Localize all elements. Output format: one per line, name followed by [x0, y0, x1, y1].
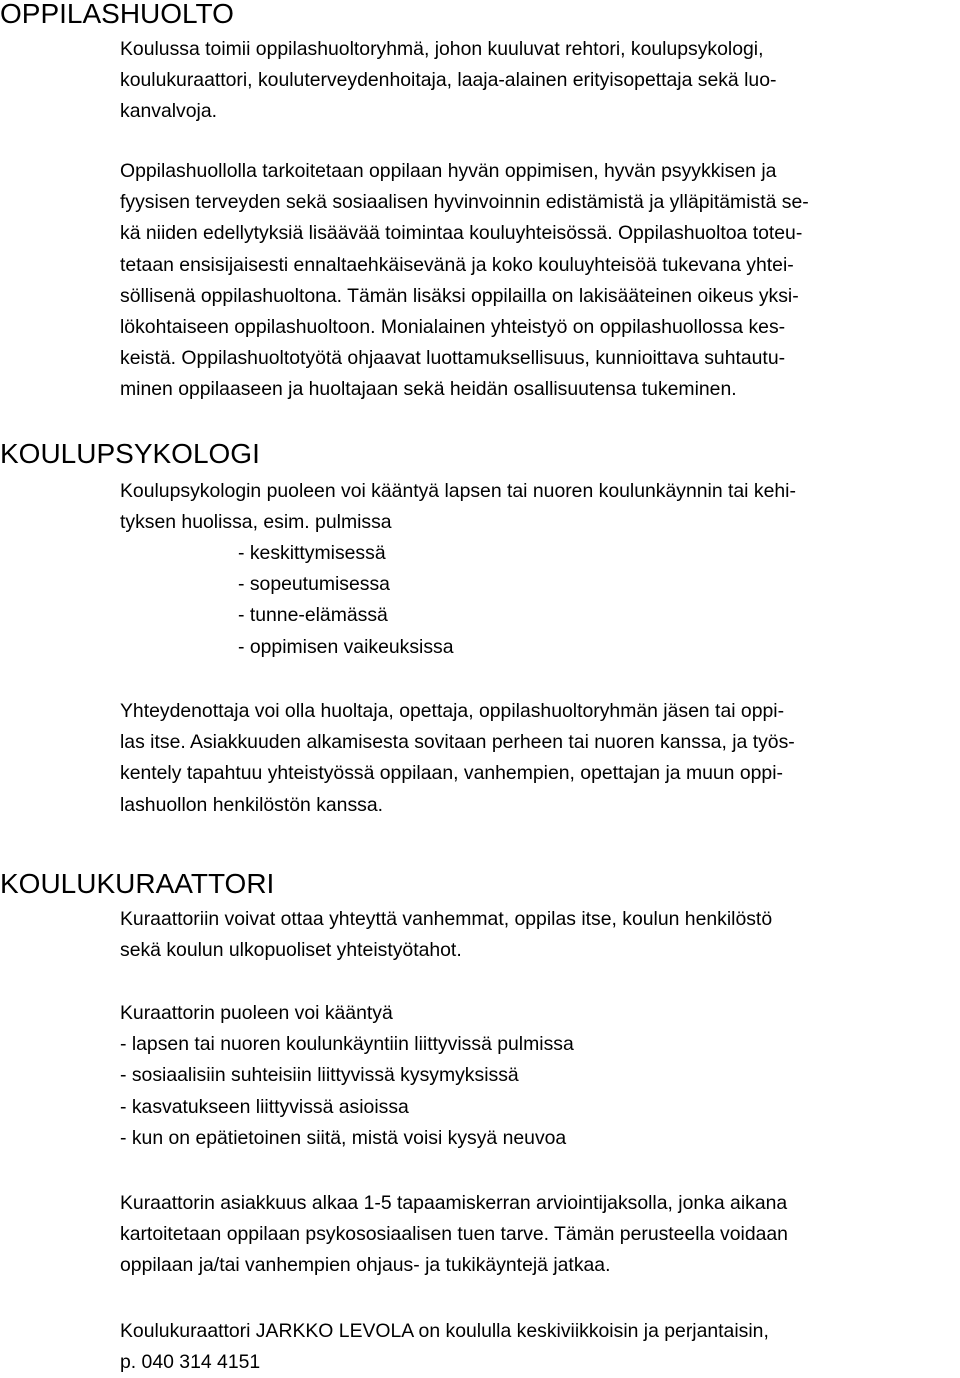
list-item: - lapsen tai nuoren koulunkäyntiin liittyvissä pulmissa	[120, 1033, 574, 1056]
text-line: Kuraattorin asiakkuus alkaa 1-5 tapaamiskerran arviointijaksolla, jonka aikana	[120, 1192, 788, 1214]
text-line: las itse. Asiakkuuden alkamisesta sovitaan perheen tai nuoren kanssa, ja työs-	[120, 731, 795, 754]
koulupsykologi-intro	[120, 476, 950, 538]
text-line: tyksen huolissa, esim. pulmissa	[120, 511, 392, 534]
list-item: - keskittymisessä	[238, 542, 386, 564]
text-line: kä niiden edellytyksiä lisäävää toimintaa kouluyhteisössä. Oppilashuoltoa toteu-	[120, 222, 803, 245]
list-item: - oppimisen vaikeuksissa	[238, 635, 454, 658]
text-line: Kuraattoriin voivat ottaa yhteyttä vanhemmat, oppilas itse, koulun henkilöstö	[120, 908, 773, 930]
oppilashuolto-body	[120, 156, 950, 406]
text-line: sekä koulun ulkopuoliset yhteistyötahot.	[120, 939, 462, 962]
text-line: koulukuraattori, kouluterveydenhoitaja, laaja-alainen erityisopettaja sekä luo-	[120, 69, 777, 92]
text-line: kanvalvoja.	[120, 100, 218, 123]
list-item: - kasvatukseen liittyvissä asioissa	[120, 1095, 409, 1118]
phone-number: p. 040 314 4151	[120, 1351, 261, 1374]
text-line: Koulussa toimii oppilashuoltoryhmä, johon kuuluvat rehtori, koulupsykologi,	[120, 38, 764, 60]
koulukuraattori-list	[120, 998, 950, 1154]
text-line: söllisenä oppilashuoltona. Tämän lisäksi oppilailla on lakisääteinen oikeus yksi-	[120, 284, 799, 307]
text-line: kartoitetaan oppilaan psykososiaalisen tuen tarve. Tämän perusteella voidaan	[120, 1223, 788, 1246]
text-line: Koulupsykologin puoleen voi kääntyä lapsen tai nuoren koulunkäynnin tai kehi-	[120, 480, 796, 502]
text-line: tetaan ensisijaisesti ennaltaehkäisevänä ja koko kouluyhteisöä tukevana yhtei-	[120, 253, 794, 276]
section-title-koulupsykologi: KOULUPSYKOLOGI	[0, 438, 260, 469]
koulukuraattori-intro	[120, 904, 950, 966]
text-line: oppilaan ja/tai vanhempien ohjaus- ja tukikäyntejä jatkaa.	[120, 1254, 611, 1277]
text-line: Koulukuraattori JARKKO LEVOLA on koululla keskiviikkoisin ja perjantaisin,	[120, 1320, 769, 1342]
text-line: lökohtaiseen oppilashuoltoon. Monialainen yhteistyö on oppilashuollossa kes-	[120, 315, 786, 338]
koulupsykologi-list	[120, 538, 950, 663]
list-item: - sosiaalisiin suhteisiin liittyvissä kysymyksissä	[120, 1064, 519, 1087]
koulukuraattori-process	[120, 1188, 950, 1282]
text-line: minen oppilaaseen ja huoltajaan sekä heidän osallisuutensa tukeminen.	[120, 378, 737, 401]
oppilashuolto-intro	[120, 34, 950, 128]
section-title-oppilashuolto: OPPILASHUOLTO	[0, 0, 234, 29]
list-item: - kun on epätietoinen siitä, mistä voisi kysyä neuvoa	[120, 1126, 567, 1149]
list-item: - sopeutumisessa	[238, 573, 390, 596]
section-title-koulukuraattori: KOULUKURAATTORI	[0, 868, 275, 899]
text-line: Kuraattorin puoleen voi kääntyä	[120, 1002, 393, 1024]
koulukuraattori-contact	[120, 1316, 950, 1378]
text-line: kentely tapahtuu yhteistyössä oppilaan, vanhempien, opettajan ja muun oppi-	[120, 762, 783, 785]
list-item: - tunne-elämässä	[238, 604, 388, 627]
text-line: lashuollon henkilöstön kanssa.	[120, 793, 384, 816]
text-line: keistä. Oppilashuoltotyötä ohjaavat luottamuksellisuus, kunnioittava suhtautu-	[120, 347, 786, 370]
text-line: Yhteydenottaja voi olla huoltaja, opettaja, oppilashuoltoryhmän jäsen tai oppi-	[120, 700, 785, 722]
text-line: Oppilashuollolla tarkoitetaan oppilaan hyvän oppimisen, hyvän psyykkisen ja	[120, 160, 777, 182]
text-line: fyysisen terveyden sekä sosiaalisen hyvinvoinnin edistämistä ja ylläpitämistä se-	[120, 191, 809, 214]
koulupsykologi-contact	[120, 696, 950, 821]
